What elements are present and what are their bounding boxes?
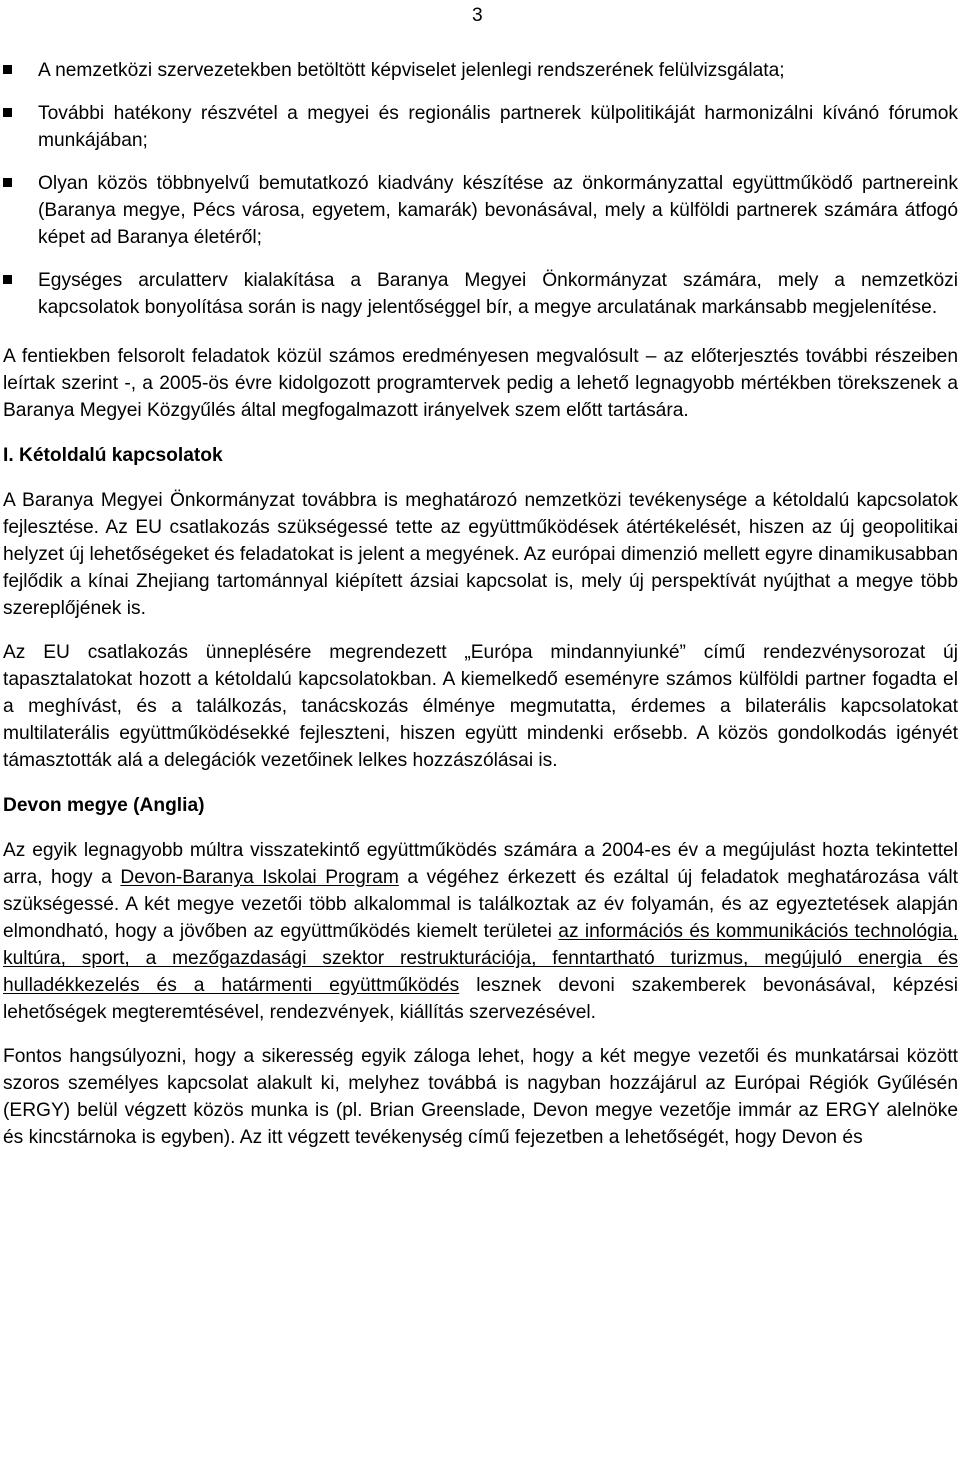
final-paragraph: Fontos hangsúlyozni, hogy a sikeresség egyik záloga lehet, hogy a két megye vezetői és munkatársai között szoros személyes kapcsolat alakult ki, melyhez továbbá is nagyban hozzájárul az Európai Régiók Gyűlésén (ERGY) belül végzett közös munka is (pl. Brian Greenslade, Devon megye vezetője immár az ERGY alelnöke és kincstárnoka is egyben). Az itt végzett tevékenység című fejezetben a lehetőségét, hogy Devon és xyxy=(3,1046,958,1148)
summary-paragraph: A fentiekben felsorolt feladatok közül számos eredményesen megvalósult – az előterjesztés további részeiben leírtak szerint -, a 2005-ös évre kidolgozott programtervek pedig a lehető legnagyobb mértékben törekszenek a Baranya Megyei Közgyűlés által megfogalmazott irányelvek szem előtt tartására. xyxy=(3,346,958,421)
list-item-text: További hatékony részvétel a megyei és regionális partnerek külpolitikáját harmonizálni kívánó fórumok munkájában; xyxy=(38,103,958,151)
list-item-text: Olyan közös többnyelvű bemutatkozó kiadvány készítése az önkormányzattal együttműködő partnereink (Baranya megye, Pécs városa, egyetem, kamarák) bevonásával, mely a külföldi partnerek számára átfogó képet ad Baranya életéről; xyxy=(38,173,958,248)
devon-priority-areas-underlined: az információs és kommunikációs technológia, kultúra, sport, a mezőgazdasági szektor restrukturációja, fenntartható turizmus, megújuló energia és hulladékkezelés és a határmenti együttműködés xyxy=(3,921,958,996)
devon-school-program-underlined: Devon-Baranya Iskolai Program xyxy=(120,867,399,888)
section-heading-bilateral xyxy=(3,442,958,469)
devon-text-3: lesznek devoni szakemberek bevonásával, képzési lehetőségek megteremtésével, rendezvények, kiállítás szervezésével. xyxy=(3,975,958,1023)
square-bullet-icon xyxy=(3,108,12,117)
devon-text-1: Az egyik legnagyobb múltra visszatekintő együttműködés számára a 2004-es év a megújulást hozta tekintettel arra, hogy a xyxy=(3,840,958,888)
list-item-text: Egységes arculatterv kialakítása a Baranya Megyei Önkormányzat számára, mely a nemzetközi kapcsolatok bonyolítása során is nagy jelentőséggel bír, a megye arculatának markánsabb megjelenítése. xyxy=(38,270,958,318)
page-number: 3 xyxy=(472,5,483,26)
bilateral-paragraph: A Baranya Megyei Önkormányzat továbbra is meghatározó nemzetközi tevékenysége a kétoldalú kapcsolatok fejlesztése. Az EU csatlakozás szükségessé tette az együttműködések átértékelését, hiszen az új geopolitikai helyzet új lehetőségeket és feladatokat is jelent a megyének. Az európai dimenzió mellett egyre dinamikusabban fejlődik a kínai Zhejiang tartománnyal kiépített ázsiai kapcsolat is, mely új perspektívát nyújthat a megye több szereplőjének is. xyxy=(3,490,958,619)
list-item xyxy=(3,57,958,84)
devon-text-2: a végéhez érkezett és ezáltal új feladatok meghatározása vált szükségessé. A két megye vezetői több alkalommal is találkoztak az év folyamán, és az egyeztetések alapján elmondható, hogy a jövőben az együttműködés kiemelt területei xyxy=(3,867,958,942)
section-number: I. xyxy=(3,445,14,466)
section-title: Kétoldalú kapcsolatok xyxy=(19,445,223,466)
section-heading-devon: Devon megye (Anglia) xyxy=(3,795,205,816)
document-body xyxy=(3,57,958,1168)
devon-paragraph xyxy=(3,837,958,1026)
goals-bullet-list xyxy=(3,57,958,321)
list-item xyxy=(3,170,958,251)
eu-accession-paragraph: Az EU csatlakozás ünneplésére megrendezett „Európa mindannyiunké” című rendezvénysorozat új tapasztalatokat hozott a kétoldalú kapcsolatokban. A kiemelkedő eseményre számos külföldi partner fogadta el a meghívást, és a találkozás, tanácskozás élménye megmutatta, érdemes a bilaterális kapcsolatokat multilaterális együttműködésekké fejleszteni, hiszen együtt mindenki erősebb. A közös gondolkodás igényét támasztották alá a delegációk vezetőinek lelkes hozzászólásai is. xyxy=(3,642,958,771)
square-bullet-icon xyxy=(3,275,12,284)
list-item xyxy=(3,100,958,154)
square-bullet-icon xyxy=(3,65,12,74)
square-bullet-icon xyxy=(3,178,12,187)
list-item xyxy=(3,267,958,321)
list-item-text: A nemzetközi szervezetekben betöltött képviselet jelenlegi rendszerének felülvizsgálata; xyxy=(38,60,785,81)
